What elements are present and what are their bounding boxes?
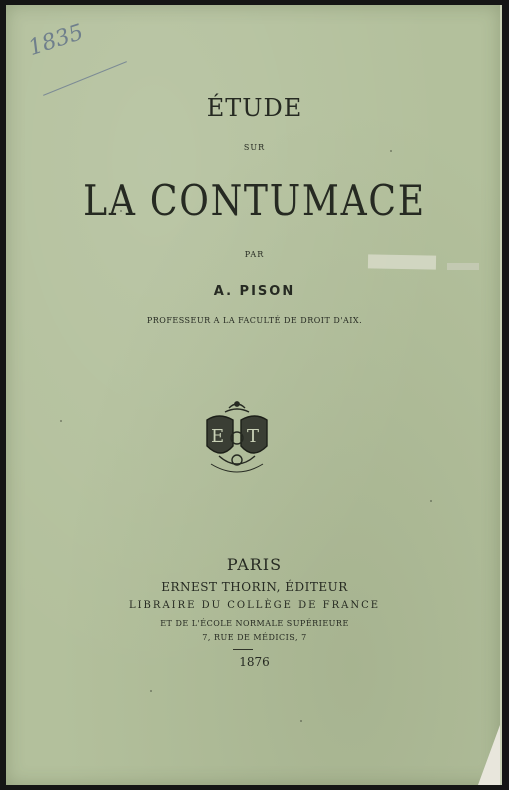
- author-name: A. PISON: [213, 284, 296, 299]
- monogram-icon: [199, 398, 275, 478]
- imprint-address: 7, RUE DE MÉDICIS, 7: [202, 633, 307, 642]
- imprint-city: PARIS: [226, 555, 283, 574]
- paper-speck: [60, 420, 62, 422]
- paper-speck: [390, 150, 392, 152]
- svg-text:T: T: [247, 426, 260, 447]
- title-main: LA CONTUMACE: [83, 176, 426, 225]
- imprint-libraire: LIBRAIRE DU COLLÈGE DE FRANCE: [128, 600, 381, 611]
- paper-speck: [120, 210, 122, 212]
- title-etude: ÉTUDE: [206, 94, 303, 122]
- title-sur: SUR: [243, 143, 266, 152]
- tape-strip: [368, 254, 436, 269]
- paper-speck: [430, 500, 432, 502]
- divider-rule: [233, 649, 253, 650]
- torn-corner: [478, 725, 500, 785]
- handwritten-note: 1835: [25, 19, 87, 62]
- publication-year: 1876: [239, 655, 270, 669]
- paper-speck: [150, 690, 152, 692]
- imprint-publisher: ERNEST THORIN, ÉDITEUR: [161, 580, 348, 594]
- tape-strip-small: [447, 263, 479, 270]
- svg-text:E: E: [211, 426, 225, 447]
- author-title: PROFESSEUR A LA FACULTÉ DE DROIT D'AIX.: [146, 316, 363, 325]
- imprint-ecole: ET DE L'ÉCOLE NORMALE SUPÉRIEURE: [160, 619, 349, 628]
- paper-speck: [300, 720, 302, 722]
- by-label: PAR: [244, 250, 265, 259]
